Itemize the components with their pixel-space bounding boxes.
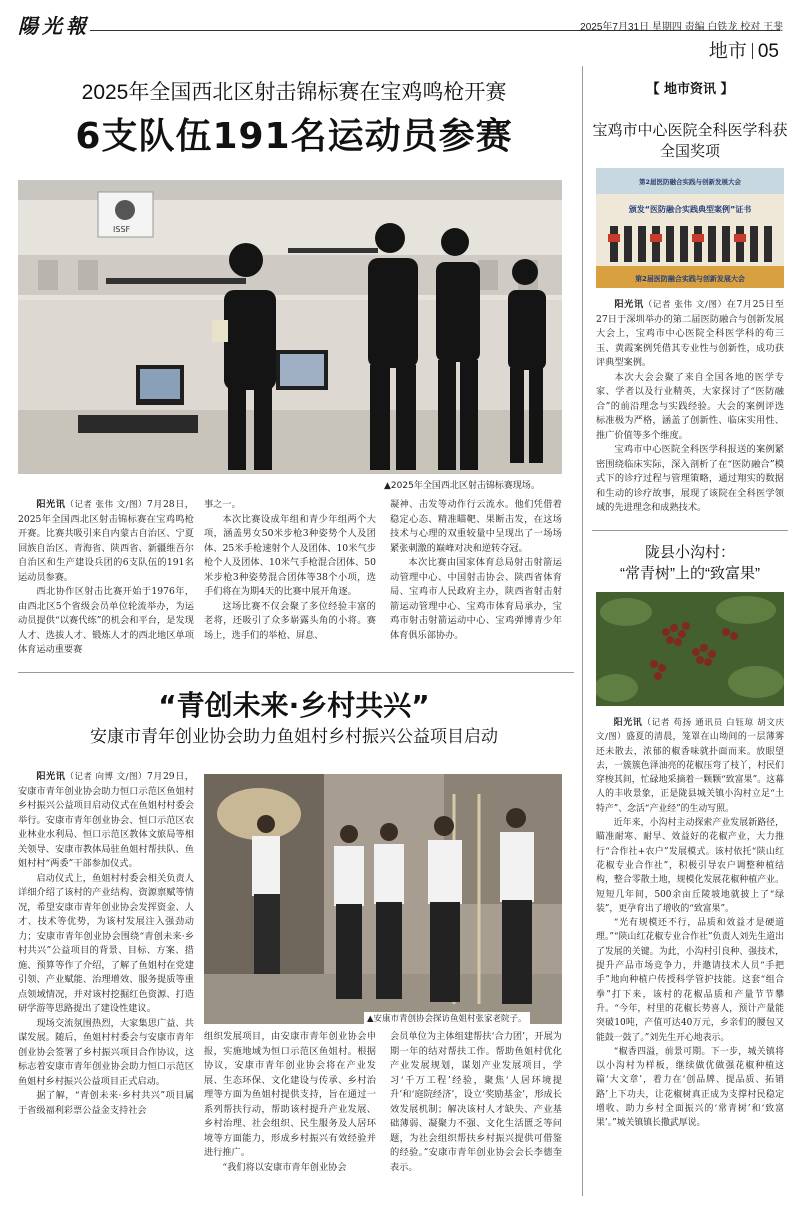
article2-col1	[18, 770, 194, 1118]
article1-para2: 西北协作区射击比赛开始于1976年，由西北区5个省级会员单位轮流举办，为运动员提供“以赛代练”的机会和平台，是发现人才、选拔人才、锻炼人才的西北地区单项体育运动重要赛	[18, 586, 194, 655]
article2-para1	[18, 770, 194, 872]
article1-para5: 这场比赛不仅会聚了多位经验丰富的老将，还吸引了众多崭露头角的小将。赛场上，选手们的举枪、屏息、	[204, 600, 376, 641]
award-stage-illustration	[596, 168, 784, 288]
article1-para1	[18, 498, 194, 585]
sidebar-story1-para3: 宝鸡市中心医院全科医学科报送的案例紧密围绕临床实际，深入剖析了在“医防融合”模式下的诊疗过程与管理策略，通过翔实的数据和生动的诊疗故事，展现了该院在全科医学领域的先进理念和成熟技术。	[596, 444, 784, 513]
sidebar-story2-para4: “椒香四溢，前景可期。下一步，城关镇将以小沟村为样板，继续做优做强花椒种植这篇‘大文章’，着力在‘创品牌、提品质、拓销路’上下功夫，让花椒树真正成为支撑村民稳定增收、助力乡村全面振兴的‘常青树’和‘致富果’。”城关镇镇长撒武厚说。	[596, 1046, 784, 1129]
sidebar-story1-photo	[596, 168, 784, 288]
sidebar-story2-text: 盛夏的清晨，笼罩在山坳间的一层薄雾还未散去，浓郁的椒香味就扑面而来。放眼望去，一簇簇色泽油亮的花椒压弯了枝丫，村民们穿梭其间，忙碌地采摘着一颗颗“致富果”。这幕人的丰收景象，正是陇县城关镇小沟村立足“土特产”、念活“产业经”的生动写照。	[596, 732, 784, 814]
article1-headline: 6支队伍191名运动员参赛	[75, 116, 513, 157]
article2-photo-caption: ▲安康市青创协会探访鱼姐村张家老院子。	[364, 1012, 530, 1024]
stage-banner-bottom: 第2届医防融合实践与创新发展大会	[635, 275, 745, 283]
sidebar-story1-byline-meta: （记者 张伟 文/图）	[643, 300, 727, 310]
stage-banner-top: 第2届医防融合实践与创新发展大会	[638, 178, 742, 186]
article2-headline: “青创未来·乡村共兴”	[158, 689, 430, 722]
sidebar-story2-para1	[596, 716, 784, 816]
sidebar-story2-para2: 近年来，小沟村主动探索产业发展新路径，瞄准耐寒、耐旱、效益好的花椒产业，大力推行“合作社+农户”发展模式。该村依托“陕山红花椒专业合作社”，积极引导农户调整种植结构，整合零散土地，规模化发展花椒种植产业。短短几年间，500余亩丘陵坡地就披上了“绿装”，更孕育出了增收的“致富果”。	[596, 818, 784, 914]
article2-col2	[204, 1030, 376, 1175]
column-divider	[582, 66, 583, 1196]
sidebar-divider	[592, 530, 788, 531]
sidebar-story1-byline: 阳光讯	[614, 299, 644, 310]
article2-photo	[204, 774, 562, 1024]
sidebar-story1-title: 宝鸡市中心医院全科医学科获全国奖项	[592, 122, 788, 160]
article1-text: 7月28日，2025年全国西北区射击锦标赛在宝鸡鸣枪开赛。比赛共吸引来自内蒙古自治区、宁夏回族自治区、青海省、陕西省、新疆维吾尔自治区和生产建设兵团的6支队伍的191名运动员参赛。	[18, 499, 194, 583]
article1-para4: 本次比赛设成年组和青少年组两个大项，涵盖男女50米步枪3种姿势个人及团体、25米手枪速射个人及团体、10米气步枪个人及团体、10米气手枪混合团体、50米步枪3种姿势混合团体等38个小项，选手们将在为期4天的比赛中展开角逐。	[204, 513, 376, 597]
section-name: 地市	[708, 41, 747, 62]
article2-para6: “我们将以安康市青年创业协会	[222, 1161, 347, 1173]
village-visit-illustration	[204, 774, 562, 1024]
sidebar-story2-para3: “光有规模还不行，品质和效益才是硬道理。”“陕山红花椒专业合作社”负责人刘先生道出了发展的关键。为此，小沟村引良种、强技术，提升产品市场竞争力，并邀请技术人员“手把手”地向种植户传授科学管护技能。这套“组合拳”打下来，该村的花椒品质和产量节节攀升。“今年，村里的花椒长势喜人，预计产量能突破10吨，产值可达40万元，乡亲们的腰包又能鼓一鼓了。”刘先生开心地表示。	[596, 918, 784, 1043]
article1-col1	[18, 498, 194, 658]
article1-kicker: 2025年全国西北区射击锦标赛在宝鸡鸣枪开赛	[81, 81, 507, 104]
pepper-tree-illustration	[596, 592, 784, 706]
article2-col3	[390, 1030, 562, 1175]
article2-text: 7月29日，安康市青年创业协会助力恒口示范区鱼姐村乡村振兴公益项目启动仪式在鱼姐村村委会举行。安康市青年创业协会、恒口示范区农业林业水利局、恒口示范区教体文旅局等相关领导、安康市教体局驻鱼姐村帮扶队、鱼姐村村“两委”干部参加仪式。	[18, 771, 194, 869]
sidebar-story1-body	[596, 298, 784, 516]
article1-para6: 凝神、击发等动作行云流水。他们凭借着稳定心态、精准瞄靶、果断击发，在这场技术与心理的双重较量中呈现出了一场场紧张刺激的巅峰对决和逆转夺冠。	[390, 499, 562, 554]
sidebar-story2-byline: 阳光讯	[613, 718, 643, 728]
sidebar-story2-title-line2: “常青树”上的“致富果”	[620, 565, 760, 582]
sidebar-story2-photo	[596, 592, 784, 706]
sidebar-story2-body	[596, 716, 784, 1131]
article1-photo-caption: ▲2025年全国西北区射击锦标赛现场。	[384, 481, 540, 491]
shooting-range-illustration	[18, 180, 562, 474]
stage-banner-mid: 颁发“医防融合实践典型案例”证书	[628, 205, 752, 214]
article2-para5: 组织发展项目，由安康市青年创业协会申报，实施地域为恒口示范区鱼姐村。根据协议，安康市青年创业协会将在产业发展、生态环保、文化建设与传承、乡村治理等方面为鱼姐村提供支持，旨在通过一系列帮扶行动，帮助该村提升产业发展、乡村治理、社会组织、民生服务及人居环境等方面能力，形成乡村振兴有效经验并进行推广。	[204, 1031, 376, 1158]
sidebar-story1-para2: 本次大会会聚了来自全国各地的医学专家、学者以及行业精英，大家探讨了“医防融合”的前沿理念与实践经验。大会的案例评选标准极为严格，涵盖了创新性、临床实用性、推广价值等多个维度。	[596, 371, 784, 441]
article2-para4: 据了解，“青创未来·乡村共兴”项目属于省级福利彩票公益金支持社会	[18, 1090, 194, 1116]
sidebar-story2-byline-meta: （记者 苟扬 通讯员 白钰琼 胡文庆 文/图）	[596, 718, 785, 743]
article-divider	[18, 672, 574, 673]
article1-photo	[18, 180, 562, 474]
article1-col3	[390, 498, 562, 643]
article1-byline: 阳光讯	[36, 499, 66, 510]
section-divider	[752, 43, 753, 59]
sidebar-story1-para1	[596, 298, 784, 371]
page-number: 05	[757, 41, 779, 62]
article1-byline-meta: （记者 张伟 文/图）	[65, 500, 147, 510]
sidebar-story2-title-line1: 陇县小沟村：	[644, 544, 735, 561]
issf-sign: ISSF	[113, 225, 131, 234]
article2-para7: 会员单位为主体组建帮扶‘合力团’，开展为期一年的结对帮扶工作。帮助鱼姐村优化产业发展规划，谋划产业发展项目，学习‘千万工程’经验，聚焦‘人居环境提升’和‘庭院经济’，设立‘奖励基金’，形成长效发展机制；解决该村人才缺失、产业基础薄弱、凝聚力不强、文化生活匮乏等问题，为社会组织帮扶乡村振兴提供可借鉴的经验。”安康市青年创业协会会长李德奎表示。	[390, 1031, 562, 1173]
masthead-logo: 陽光報	[18, 14, 90, 38]
article2-para2: 启动仪式上，鱼姐村村委会相关负责人详细介绍了该村的产业结构、资源禀赋等情况，希望安康市青年创业协会发挥资金、人才、技术等优势，为该村发展注入强劲动力；安康市青年创业协会围绕“青创未来·乡村共兴”公益项目的背景、目标、方案、措施、预算等作了介绍，了解了鱼姐村在党建引领、产业赋能、治理增效、服务提质等重点领域情况，并对该村挖掘红色资源、打造研学游等思路提出了建设性建议。	[18, 872, 194, 1014]
section-label	[709, 36, 779, 63]
article1-col2	[204, 498, 376, 643]
article1-para3: 事之一。	[204, 499, 241, 510]
article2-subhead: 安康市青年创业协会助力鱼姐村乡村振兴公益项目启动	[90, 727, 498, 746]
article2-byline: 阳光讯	[36, 771, 66, 782]
article2-byline-meta: （记者 向博 文/图）	[65, 772, 147, 782]
issue-line: 2025年7月31日 星期四 责编 白铁龙 校对 王斐	[580, 22, 783, 33]
article2-para3: 现场交流氛围热烈，大家集思广益、共谋发展。随后，鱼姐村村委会与安康市青年创业协会签署了乡村振兴项目合作协议，这标志着安康市青年创业协会助力恒口示范区鱼姐村乡村振兴公益项目正式启动。	[18, 1017, 194, 1087]
article1-para7: 本次比赛由国家体育总局射击射箭运动管理中心、中国射击协会、陕西省体育局、宝鸡市人民政府主办，陕西省射击射箭运动管理中心、宝鸡市体育局承办，宝鸡市射击射箭运动中心、宝鸡弹博青少年体育俱乐部协办。	[390, 557, 562, 641]
sidebar-story1-text: 在7月25日至27日于深圳举办的第二届医防融合与创新发展大会上，宝鸡市中心医院全科医学科的苟三玉、黄霞案例凭借其专业性与创新性，成功获评典型案例。	[596, 299, 784, 368]
sidebar-column-label: 【 地市资讯 】	[646, 82, 734, 97]
